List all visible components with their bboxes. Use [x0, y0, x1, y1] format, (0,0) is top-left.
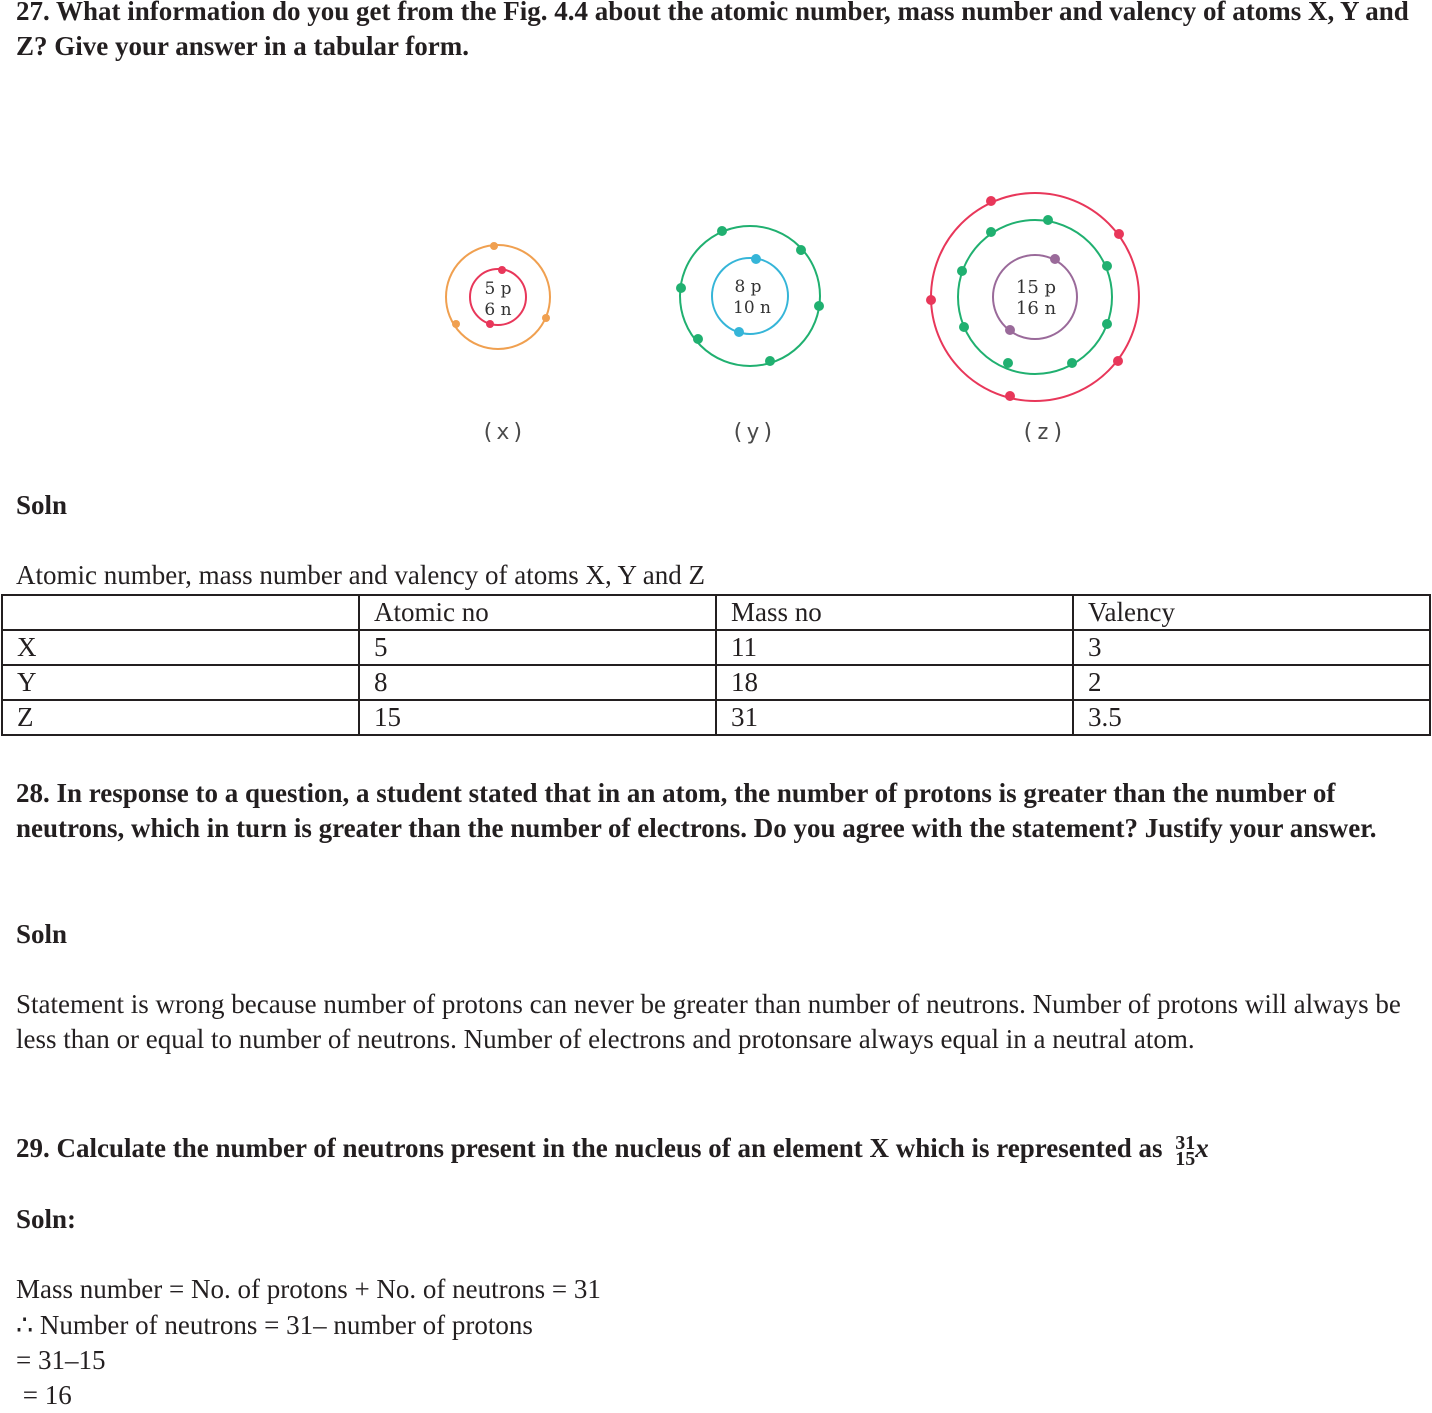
- table-cell: 11: [716, 630, 1073, 665]
- svg-text:5 p: 5 p: [484, 279, 512, 299]
- question-27: 27. What information do you get from the Fig. 4.4 about the atomic number, mass number and valency of atoms X, Y and Z? Give your answer in a tabular form.: [16, 0, 1409, 61]
- solution-step: = 31–15: [16, 1345, 106, 1375]
- atom-structures-svg: [0, 100, 1432, 460]
- atom-properties-table: [1, 594, 1431, 736]
- svg-text:6 n: 6 n: [484, 300, 512, 320]
- header-cell: Atomic no: [359, 595, 716, 630]
- table-row: [2, 630, 1430, 665]
- atom-y-diagram: [676, 226, 824, 366]
- mass-number: 31: [1175, 1131, 1196, 1154]
- atom-z-diagram: [926, 193, 1139, 401]
- solution-step: ∴ Number of neutrons = 31– number of protons: [16, 1310, 533, 1340]
- element-symbol: x: [1195, 1133, 1209, 1163]
- figure-label-x: (x): [481, 420, 527, 445]
- table-cell: 18: [716, 665, 1073, 700]
- question-29: [16, 1131, 1416, 1170]
- question-28: 28. In response to a question, a student stated that in an atom, the number of protons is greater than the number of neutrons, which in turn is greater than the number of electrons. Do you agree with the statement? Justify your answer.: [16, 778, 1377, 843]
- soln-label-28: Soln: [16, 919, 68, 949]
- table-row: [2, 700, 1430, 735]
- isotope-notation: [1175, 1131, 1196, 1170]
- header-cell: Mass no: [716, 595, 1073, 630]
- solution-step: = 16: [16, 1380, 72, 1410]
- table-header-row: [2, 595, 1430, 630]
- question-29-text: 29. Calculate the number of neutrons present in the nucleus of an element X which is represented as: [16, 1133, 1163, 1163]
- atom-x-diagram: [446, 242, 550, 349]
- table-cell: 2: [1073, 665, 1430, 700]
- table-cell: 3: [1073, 630, 1430, 665]
- table-cell: Z: [2, 700, 359, 735]
- table-row: [2, 665, 1430, 700]
- svg-text:8 p: 8 p: [734, 277, 762, 297]
- answer-28: Statement is wrong because number of protons can never be greater than number of neutrons. Number of protons will always be less than or equal to number of neutrons. Number of electrons and protonsare always equal in a neutral atom.: [16, 989, 1401, 1054]
- atomic-number: 15: [1175, 1147, 1196, 1170]
- figure-label-z: (z): [1021, 420, 1067, 445]
- svg-text:16 n: 16 n: [1015, 298, 1057, 319]
- svg-text:10 n: 10 n: [733, 298, 771, 318]
- figure-atom-diagrams: [0, 100, 1432, 460]
- table-cell: 8: [359, 665, 716, 700]
- table-cell: X: [2, 630, 359, 665]
- svg-text:15 p: 15 p: [1015, 277, 1057, 298]
- table-cell: 3.5: [1073, 700, 1430, 735]
- solution-step: Mass number = No. of protons + No. of neutrons = 31: [16, 1274, 601, 1304]
- header-cell: Valency: [1073, 595, 1430, 630]
- table-caption: Atomic number, mass number and valency of atoms X, Y and Z: [16, 560, 706, 590]
- soln-label-29: Soln:: [16, 1204, 77, 1234]
- soln-label-27: Soln: [16, 490, 68, 520]
- table-cell: 31: [716, 700, 1073, 735]
- table-cell: 15: [359, 700, 716, 735]
- header-cell: [2, 595, 359, 630]
- table-cell: 5: [359, 630, 716, 665]
- table-cell: Y: [2, 665, 359, 700]
- figure-label-y: (y): [731, 420, 777, 445]
